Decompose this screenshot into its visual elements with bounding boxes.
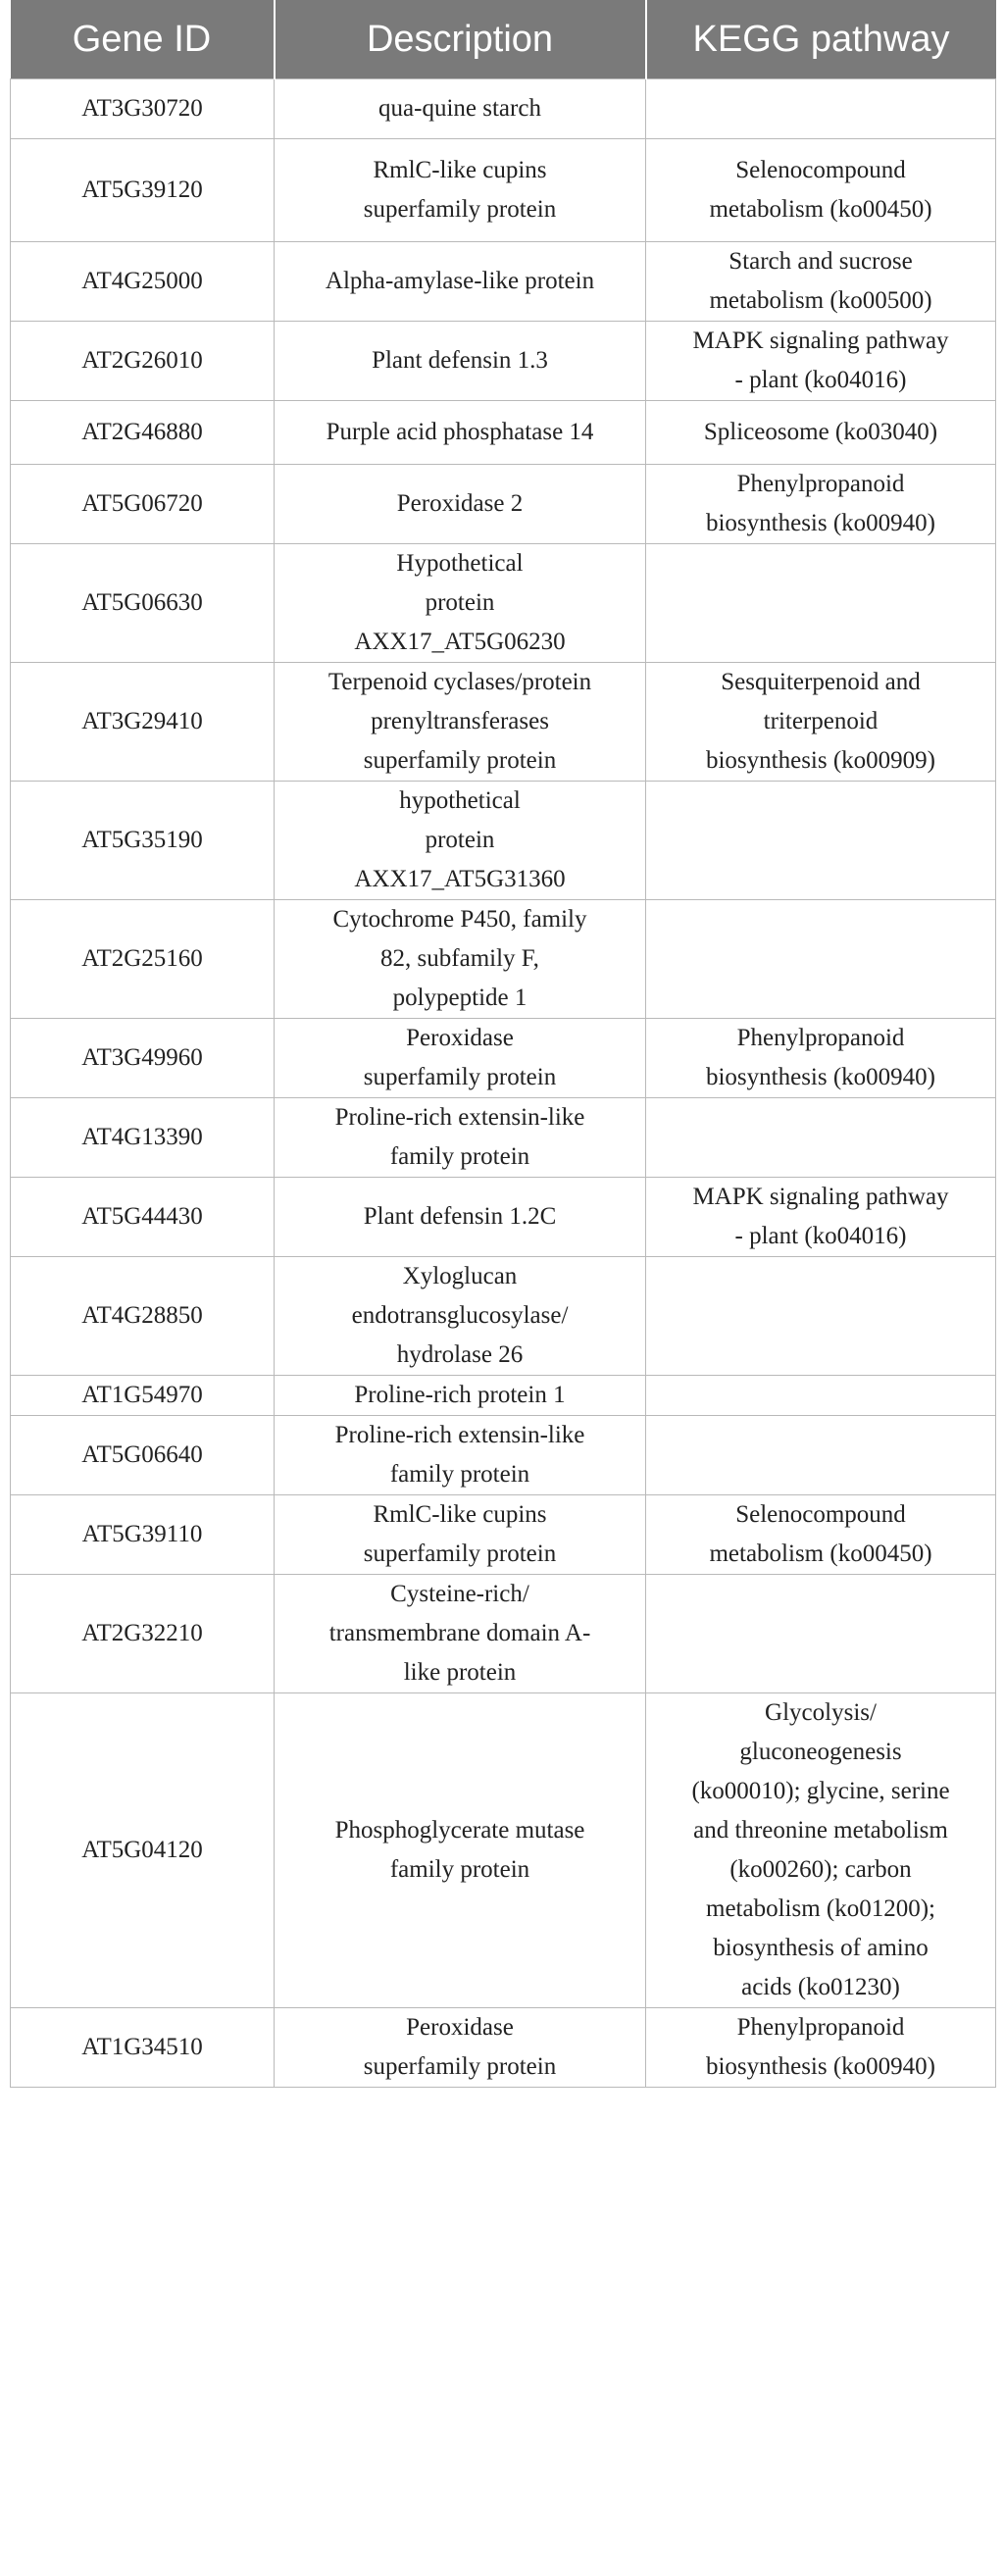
- description-line: transmembrane domain A-: [328, 1620, 591, 1646]
- description-line: superfamily protein: [363, 2053, 557, 2080]
- description-line: Terpenoid cyclases/protein: [327, 669, 592, 695]
- kegg-pathway-cell: [646, 401, 996, 465]
- description-line: Purple acid phosphatase 14: [326, 419, 594, 445]
- kegg-pathway-cell: [646, 1178, 996, 1257]
- kegg-pathway-line: biosynthesis (ko00940): [705, 1064, 936, 1090]
- description-line: Alpha-amylase-like protein: [325, 268, 595, 294]
- gene-id-cell: AT5G44430: [11, 1178, 275, 1257]
- description-cell: [275, 322, 646, 401]
- gene-id-cell: AT2G32210: [11, 1575, 275, 1693]
- kegg-pathway-cell: [646, 900, 996, 1019]
- kegg-pathway-cell: [646, 1416, 996, 1495]
- description-line: Plant defensin 1.2C: [363, 1203, 557, 1230]
- table-row: [11, 1693, 996, 2008]
- table-row: [11, 1257, 996, 1376]
- kegg-pathway-line: biosynthesis of amino: [713, 1935, 929, 1961]
- description-cell: [275, 139, 646, 242]
- table-row: [11, 465, 996, 544]
- description-cell: [275, 2008, 646, 2088]
- table-row: [11, 782, 996, 900]
- description-line: hypothetical: [399, 787, 521, 814]
- kegg-pathway-line: gluconeogenesis: [739, 1739, 902, 1765]
- description-line: AXX17_AT5G06230: [354, 629, 566, 655]
- gene-id-cell: AT5G06720: [11, 465, 275, 544]
- kegg-pathway-line: (ko00260); carbon: [729, 1856, 912, 1883]
- description-line: prenyltransferases: [371, 708, 549, 734]
- description-line: Cytochrome P450, family: [332, 906, 587, 933]
- description-cell: [275, 663, 646, 782]
- kegg-pathway-line: - plant (ko04016): [734, 1223, 907, 1249]
- kegg-pathway-line: Starch and sucrose: [729, 248, 913, 275]
- kegg-pathway-line: Spliceosome (ko03040): [703, 419, 938, 445]
- kegg-pathway-line: (ko00010); glycine, serine: [691, 1778, 950, 1804]
- description-line: superfamily protein: [363, 747, 557, 774]
- gene-id-cell: AT5G35190: [11, 782, 275, 900]
- kegg-pathway-line: metabolism (ko01200);: [706, 1895, 935, 1922]
- kegg-pathway-line: Selenocompound: [735, 1501, 906, 1528]
- description-line: qua-quine starch: [378, 95, 541, 122]
- kegg-pathway-cell: [646, 1575, 996, 1693]
- description-cell: [275, 1257, 646, 1376]
- description-line: protein: [425, 589, 495, 616]
- table-body: [11, 79, 996, 2088]
- kegg-pathway-cell: [646, 322, 996, 401]
- kegg-pathway-line: metabolism (ko00500): [709, 287, 932, 314]
- description-cell: [275, 544, 646, 663]
- description-line: family protein: [389, 1856, 530, 1883]
- table-row: [11, 900, 996, 1019]
- description-cell: [275, 1098, 646, 1178]
- table-row: [11, 1098, 996, 1178]
- kegg-pathway-cell: [646, 544, 996, 663]
- description-cell: [275, 1019, 646, 1098]
- kegg-pathway-cell: [646, 242, 996, 322]
- description-line: Cysteine-rich/: [390, 1581, 529, 1607]
- description-line: Xyloglucan: [402, 1263, 518, 1289]
- description-line: RmlC-like cupins: [373, 157, 547, 183]
- kegg-pathway-line: Sesquiterpenoid and: [721, 669, 921, 695]
- gene-id-cell: AT1G34510: [11, 2008, 275, 2088]
- kegg-pathway-cell: [646, 782, 996, 900]
- kegg-pathway-cell: [646, 1376, 996, 1416]
- description-line: Proline-rich protein 1: [354, 1382, 566, 1408]
- description-cell: [275, 1416, 646, 1495]
- gene-id-cell: AT2G26010: [11, 322, 275, 401]
- description-cell: [275, 1178, 646, 1257]
- description-line: Phosphoglycerate mutase: [334, 1817, 585, 1844]
- kegg-pathway-line: Phenylpropanoid: [736, 1025, 905, 1051]
- description-line: protein: [425, 827, 495, 853]
- kegg-pathway-line: metabolism (ko00450): [709, 1541, 932, 1567]
- kegg-pathway-cell: [646, 1019, 996, 1098]
- kegg-pathway-cell: [646, 1257, 996, 1376]
- description-line: family protein: [389, 1461, 530, 1488]
- table-row: [11, 2008, 996, 2088]
- kegg-pathway-cell: [646, 139, 996, 242]
- description-line: superfamily protein: [363, 1064, 557, 1090]
- kegg-pathway-line: biosynthesis (ko00940): [705, 2053, 936, 2080]
- gene-id-cell: AT1G54970: [11, 1376, 275, 1416]
- description-line: family protein: [389, 1143, 530, 1170]
- description-line: polypeptide 1: [392, 985, 528, 1011]
- kegg-pathway-line: Phenylpropanoid: [736, 471, 905, 497]
- table-row: [11, 139, 996, 242]
- table-header-row: [11, 0, 996, 79]
- kegg-pathway-line: Selenocompound: [735, 157, 906, 183]
- table-row: [11, 1178, 996, 1257]
- table-row: [11, 79, 996, 139]
- description-line: AXX17_AT5G31360: [354, 866, 566, 892]
- table-row: [11, 1376, 996, 1416]
- kegg-pathway-line: triterpenoid: [763, 708, 879, 734]
- kegg-pathway-line: Glycolysis/: [765, 1699, 877, 1726]
- table-row: [11, 1019, 996, 1098]
- kegg-pathway-cell: [646, 2008, 996, 2088]
- kegg-pathway-line: Phenylpropanoid: [736, 2014, 905, 2041]
- header-kegg-pathway: KEGG pathway: [646, 0, 996, 79]
- gene-id-cell: AT5G06630: [11, 544, 275, 663]
- kegg-pathway-line: MAPK signaling pathway: [692, 1184, 949, 1210]
- description-cell: [275, 1495, 646, 1575]
- table-row: [11, 1495, 996, 1575]
- description-line: Plant defensin 1.3: [372, 347, 548, 374]
- description-cell: [275, 900, 646, 1019]
- table-row: [11, 1575, 996, 1693]
- description-cell: [275, 242, 646, 322]
- kegg-pathway-line: biosynthesis (ko00909): [705, 747, 936, 774]
- gene-id-cell: AT4G13390: [11, 1098, 275, 1178]
- description-line: hydrolase 26: [396, 1341, 524, 1368]
- kegg-pathway-cell: [646, 79, 996, 139]
- kegg-pathway-line: - plant (ko04016): [734, 367, 907, 393]
- description-line: Proline-rich extensin-like: [334, 1422, 585, 1448]
- kegg-pathway-line: metabolism (ko00450): [709, 196, 932, 223]
- kegg-pathway-line: MAPK signaling pathway: [692, 328, 949, 354]
- gene-id-cell: AT3G49960: [11, 1019, 275, 1098]
- table-row: [11, 242, 996, 322]
- header-gene-id: Gene ID: [11, 0, 275, 79]
- kegg-pathway-line: biosynthesis (ko00940): [705, 510, 936, 536]
- description-line: endotransglucosylase/: [351, 1302, 569, 1329]
- kegg-pathway-cell: [646, 1693, 996, 2008]
- description-line: Peroxidase: [406, 1025, 514, 1051]
- gene-id-cell: AT2G46880: [11, 401, 275, 465]
- kegg-pathway-cell: [646, 465, 996, 544]
- description-cell: [275, 1575, 646, 1693]
- kegg-pathway-line: acids (ko01230): [741, 1974, 900, 2000]
- gene-id-cell: AT3G29410: [11, 663, 275, 782]
- kegg-pathway-cell: [646, 1098, 996, 1178]
- description-cell: [275, 782, 646, 900]
- description-line: Peroxidase: [406, 2014, 514, 2041]
- table-row: [11, 322, 996, 401]
- gene-table: [10, 0, 996, 2088]
- table-row: [11, 663, 996, 782]
- gene-id-cell: AT4G25000: [11, 242, 275, 322]
- kegg-pathway-line: and threonine metabolism: [693, 1817, 948, 1844]
- table-row: [11, 401, 996, 465]
- description-line: Proline-rich extensin-like: [334, 1104, 585, 1131]
- description-line: RmlC-like cupins: [373, 1501, 547, 1528]
- description-line: superfamily protein: [363, 196, 557, 223]
- description-cell: [275, 401, 646, 465]
- table-row: [11, 1416, 996, 1495]
- gene-id-cell: AT3G30720: [11, 79, 275, 139]
- kegg-pathway-cell: [646, 1495, 996, 1575]
- gene-id-cell: AT4G28850: [11, 1257, 275, 1376]
- description-cell: [275, 465, 646, 544]
- kegg-pathway-cell: [646, 663, 996, 782]
- description-line: Hypothetical: [396, 550, 524, 577]
- description-cell: [275, 1376, 646, 1416]
- description-line: superfamily protein: [363, 1541, 557, 1567]
- gene-id-cell: AT5G06640: [11, 1416, 275, 1495]
- description-line: like protein: [403, 1659, 517, 1686]
- description-cell: [275, 1693, 646, 2008]
- gene-id-cell: AT5G39120: [11, 139, 275, 242]
- header-description: Description: [275, 0, 646, 79]
- description-line: 82, subfamily F,: [380, 945, 539, 972]
- description-cell: [275, 79, 646, 139]
- description-line: Peroxidase 2: [396, 490, 524, 517]
- gene-id-cell: AT5G04120: [11, 1693, 275, 2008]
- table-row: [11, 544, 996, 663]
- gene-id-cell: AT5G39110: [11, 1495, 275, 1575]
- gene-id-cell: AT2G25160: [11, 900, 275, 1019]
